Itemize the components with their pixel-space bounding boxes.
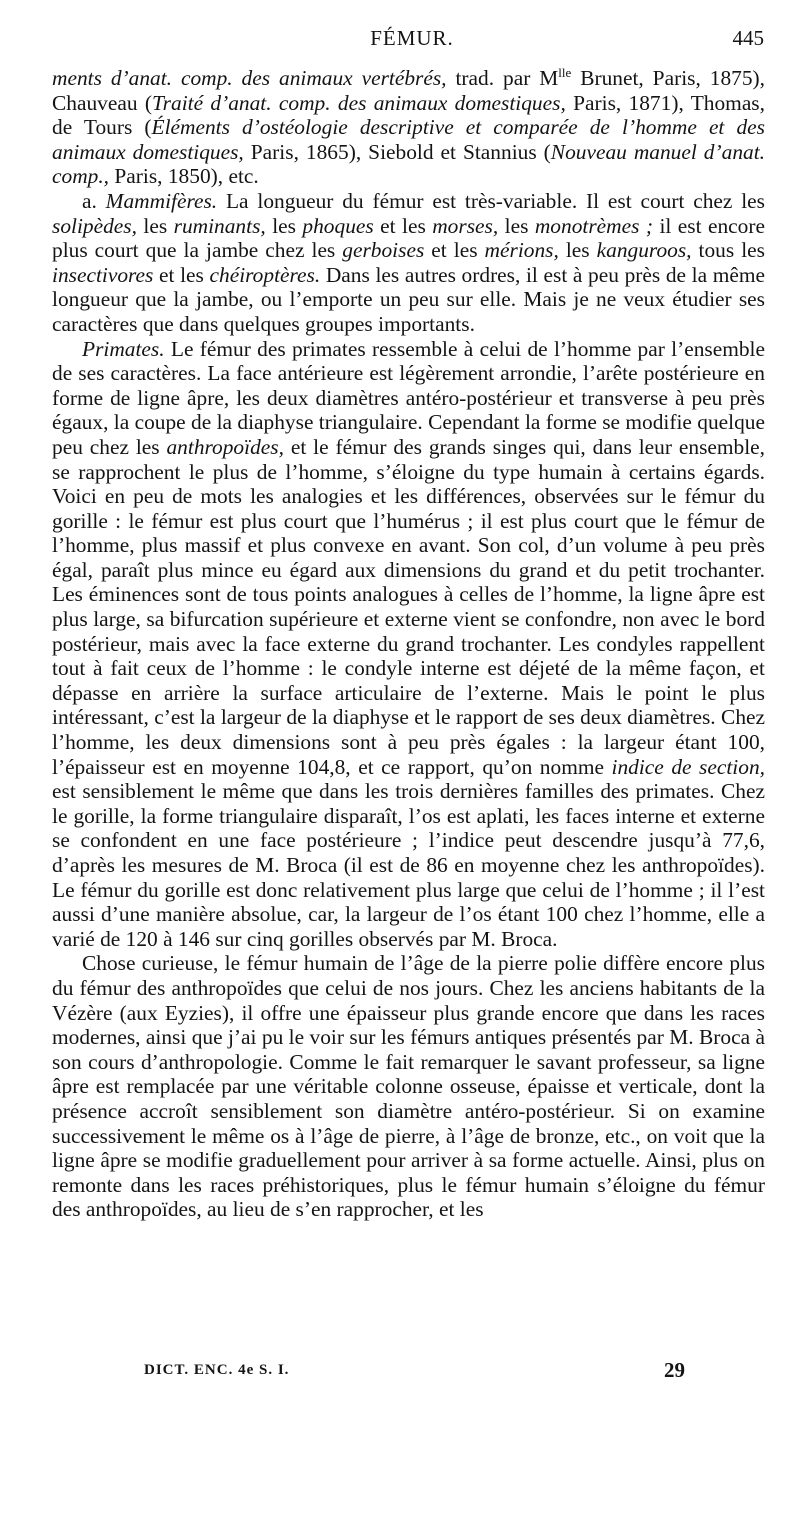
italic-text: Primates. — [82, 336, 165, 361]
text-run: les — [558, 238, 597, 263]
text-run: tous les — [691, 238, 765, 263]
text-run: Chose curieuse, le fémur humain de l’âge de la pierre polie diffère encore plus du fémur des anthropoïdes que celui de nos jours. Chez les anciens habitants de la Vézère (aux Eyzies), il offre une épaisseur plus grande encore que dans les races modernes, ainsi que j’ai pu le voir sur les fémurs antiques présentés par M. Broca à son cours d’anthropologie. Comme le fait remarquer le savant professeur, sa ligne âpre est remplacée par une véritable colonne osseuse, épaisse et verticale, dont la présence accroît sensiblement son diamètre antéro-postérieur. Si on examine successivement le même os à l’âge de pierre, à l’âge de bronze, etc., on voit que la ligne âpre se modifie graduellement pour arriver à sa forme actuelle. Ainsi, plus on remonte dans les races préhistoriques, plus le fémur humain s’éloigne du fémur des anthropoïdes, au lieu de s’en rapprocher, et les — [52, 951, 765, 1222]
text-run: est sensiblement le même que dans les trois dernières familles des primates. Chez le gorille, la forme triangulaire disparaît, l’os est aplati, les faces interne et externe se confondent en une face postérieure ; l’indice peut descendre jusqu’à 77,6, d’après les mesures de M. Broca (il est de 86 en moyenne chez les anthropoïdes). Le fémur du gorille est donc relativement plus large que celui de l’homme ; il l’est aussi d’une manière absolue, car, la largeur de l’os étant 100 chez l’homme, elle a varié de 120 à 146 sur cinq gorilles observés par M. Broca. — [52, 779, 765, 951]
text-run: et les — [373, 213, 433, 238]
italic-text: Mammifères. — [105, 188, 218, 213]
text-run: a. — [82, 188, 106, 213]
text-run: Paris, 1850), etc. — [109, 164, 259, 189]
paragraph — [52, 951, 765, 1222]
superscript-text: lle — [558, 64, 572, 80]
italic-text: morses, — [432, 213, 499, 238]
text-run: les — [265, 213, 303, 238]
italic-text: ruminants, — [173, 213, 266, 238]
italic-text: monotrèmes ; — [534, 213, 653, 238]
text-run: il est encore plus court que la jambe chez les — [52, 213, 765, 263]
italic-text: mérions, — [484, 238, 559, 263]
italic-text: Traité d’anat. comp. des animaux domestiques, — [151, 90, 566, 115]
italic-text: Éléments d’ostéologie descriptive et comparée de l’homme et des animaux domestiques, — [52, 115, 765, 164]
printer-signature: DICT. ENC. 4e S. I. — [144, 1362, 290, 1378]
paragraph — [52, 66, 765, 189]
italic-text: indice de section, — [611, 754, 765, 779]
page-number: 445 — [732, 26, 764, 50]
italic-text: anthropoïdes, — [166, 434, 284, 459]
text-run: Paris, 1865), Siebold et Stannius ( — [243, 139, 551, 164]
text-run: et les — [424, 238, 485, 263]
italic-text: ments d’anat. comp. des animaux vertébrés, — [52, 66, 447, 90]
text-run: et les — [153, 262, 210, 287]
paragraph — [52, 337, 765, 952]
italic-text: solipèdes, — [52, 213, 137, 238]
text-run: trad. par M — [446, 66, 559, 90]
text-run: Paris, 1871), Thomas, de Tours ( — [52, 90, 765, 140]
text-run: Dans les autres ordres, il est à peu près de la même longueur que la jambe, ou l’emporte un peu sur elle. Mais je ne veux étudier ses caractères que dans quelques groupes importants. — [52, 262, 766, 336]
page-header — [52, 26, 772, 56]
text-run: les — [136, 213, 174, 238]
running-title: FÉMUR. — [370, 26, 454, 50]
italic-text: kanguroos, — [596, 238, 692, 263]
text-run: les — [498, 213, 535, 238]
signature-number: 29 — [664, 1358, 685, 1382]
text-run: Brunet, Paris, 1875), Chauveau ( — [52, 66, 765, 115]
italic-text: phoques — [302, 213, 374, 238]
body-text — [52, 66, 765, 1222]
italic-text: gerboises — [342, 238, 425, 263]
page-footer — [52, 1358, 772, 1388]
text-run: La longueur du fémur est très-variable. Il est court chez les — [217, 188, 765, 213]
italic-text: Nouveau manuel d’anat. comp., — [52, 139, 766, 189]
text-run: et le fémur des grands singes qui, dans leur ensemble, se rapprochent le plus de l’homme, s’éloigne du type humain à certains égards. Voici en peu de mots les analogies et les différences, observées sur le fémur du gorille : le fémur est plus court que l’humérus ; il est plus court que le fémur de l’homme, plus massif et plus convexe en avant. Son col, d’un volume à peu près égal, paraît plus mince eu égard aux dimensions du grand et du petit trochanter. Les éminences sont de tous points analogues à celles de l’homme, la ligne âpre est plus large, sa bifurcation supérieure et externe vient se confondre, non avec le bord postérieur, mais avec la face externe du grand trochanter. Les condyles rappellent tout à fait ceux de l’homme : le condyle interne est déjeté de la même façon, et dépasse en arrière la surface articulaire de l’externe. Mais le point le plus intéressant, c’est la largeur de la diaphyse et le rapport de ses deux diamètres. Chez l’homme, les deux dimensions sont à peu près égales : la largeur étant 100, l’épaisseur est en moyenne 104,8, et ce rapport, qu’on nomme — [52, 434, 766, 779]
text-run: Le fémur des primates ressemble à celui de l’homme par l’ensemble de ses caractères. La face antérieure est légèrement arrondie, l’arête postérieure en forme de ligne âpre, les deux diamètres antéro-postérieur et transverse à peu près égaux, la coupe de la diaphyse triangulaire. Cependant la forme se modifie quelque peu chez les — [52, 336, 765, 459]
paragraph — [52, 189, 765, 337]
italic-text: chéiroptères. — [209, 262, 321, 287]
italic-text: insectivores — [52, 262, 154, 287]
